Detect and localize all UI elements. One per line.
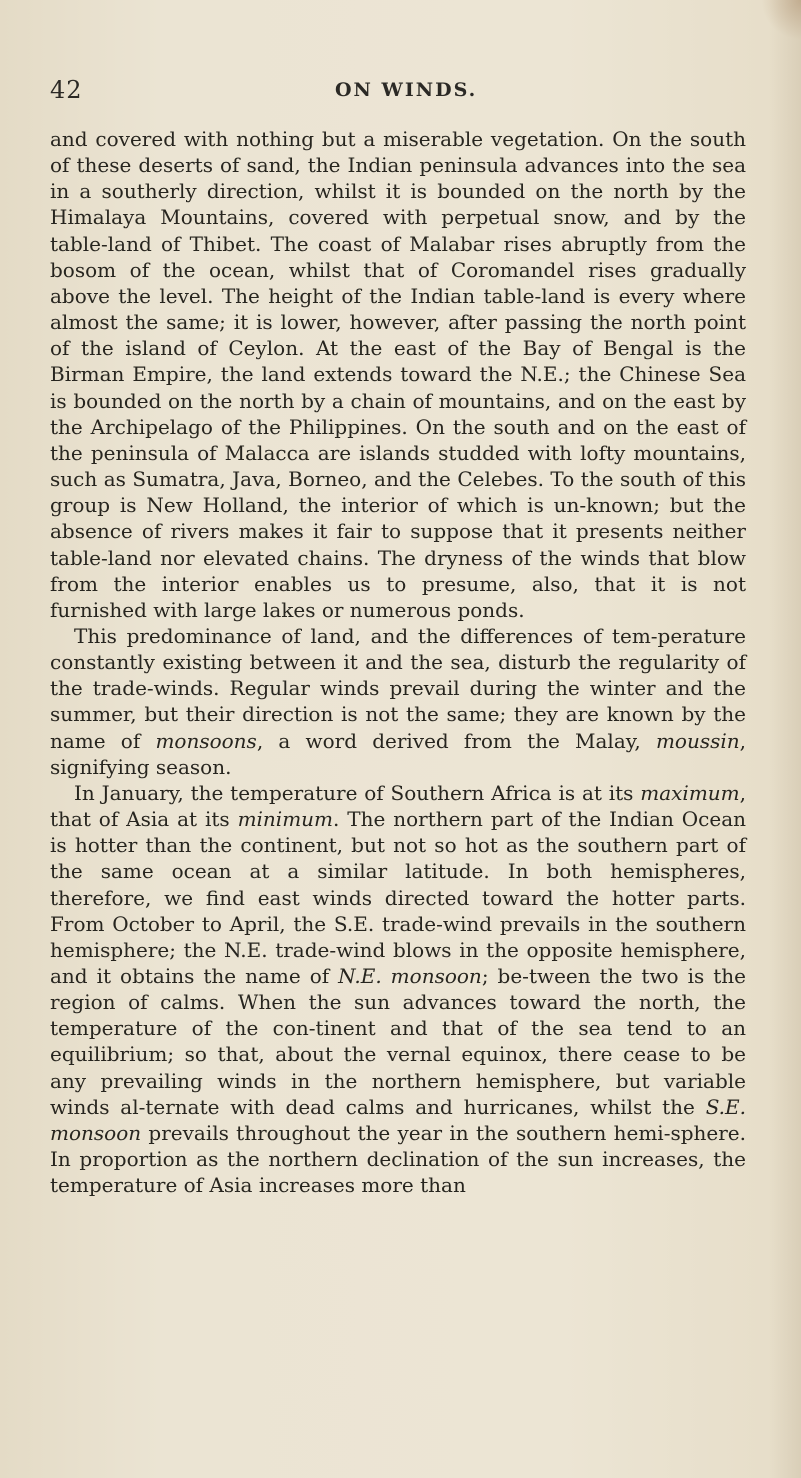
paragraph-3 — [50, 780, 746, 1199]
body-text — [50, 126, 746, 1198]
running-head: ON WINDS. — [335, 79, 478, 101]
text-segment: , a word derived from the Malay, — [256, 728, 656, 753]
text-segment: , signifying season. — [50, 728, 746, 779]
text-segment: ; be-tween the two is the region of calms. When the sun advances toward the north, the temperature of the con-tinent and that of the sea tend to an equilibrium; so that, about the vernal equinox, there cease to be any prevailing winds in the northern hemisphere, but variable winds al-ternate with dead calms and hurricanes, whilst the — [50, 964, 746, 1119]
text-segment: , that of Asia at its — [50, 780, 746, 832]
paragraph-2 — [50, 623, 746, 780]
italic-term-se-monsoon: S.E. monsoon — [50, 1094, 746, 1145]
page-edge-shadow — [769, 0, 801, 1478]
text-segment: This predominance of land, and the differences of tem-perature constantly existing between it and the sea, disturb the regularity of the trade-winds. Regular winds prevail during the winter and the summer, but their direction is not the same; they are known by the name of — [50, 623, 746, 753]
italic-term-ne-monsoon: N.E. monsoon — [338, 964, 482, 988]
page-header — [50, 76, 740, 110]
italic-term-maximum: maximum — [640, 780, 740, 805]
paragraph-1 — [50, 126, 746, 623]
italic-term-minimum: minimum — [237, 807, 334, 832]
text-segment: . The northern part of the Indian Ocean is hotter than the continent, but not so hot as the southern part of the same ocean at a similar latitude. In both hemispheres, therefore, we find east winds directed toward the hotter parts. From October to April, the S.E. trade-wind prevails in the southern hemisphere; the N.E. trade-wind blows in the opposite hemisphere, and it obtains the name of — [50, 807, 747, 988]
text-segment: In January, the temperature of Southern Africa is at its — [74, 780, 641, 805]
page-number: 42 — [50, 76, 83, 104]
italic-term-monsoons: monsoons — [155, 728, 257, 753]
text-segment: prevails throughout the year in the southern hemi-sphere. In proportion as the northern declination of the sun increases, the temperature of Asia increases more than — [50, 1120, 746, 1198]
corner-stain — [761, 0, 801, 40]
italic-term-moussin: moussin — [655, 728, 740, 753]
text-segment: and covered with nothing but a miserable vegetation. On the south of these deserts of sand, the Indian peninsula advances into the sea in a southerly direction, whilst it is bounded on the north by the Himalaya Mountains, covered with perpetual snow, and by the table-land of Thibet. The coast of Malabar rises abruptly from the bosom of the ocean, whilst that of Coromandel rises gradually above the level. The height of the Indian table-land is every where almost the same; it is lower, however, after passing the north point of the island of Ceylon. At the east of the Bay of Bengal is the Birman Empire, the land extends toward the N.E.; the Chinese Sea is bounded on the north by a chain of mountains, and on the east by the Archipelago of the Philippines. On the south and on the east of the peninsula of Malacca are islands studded with lofty mountains, such as Sumatra, Java, Borneo, and the Celebes. To the south of this group is New Holland, the interior of which is un-known; but the absence of rivers makes it fair to suppose that it presents neither table-land nor elevated chains. The dryness of the winds that blow from the interior enables us to presume, also, that it is not furnished with large lakes or numerous ponds. — [50, 127, 746, 622]
